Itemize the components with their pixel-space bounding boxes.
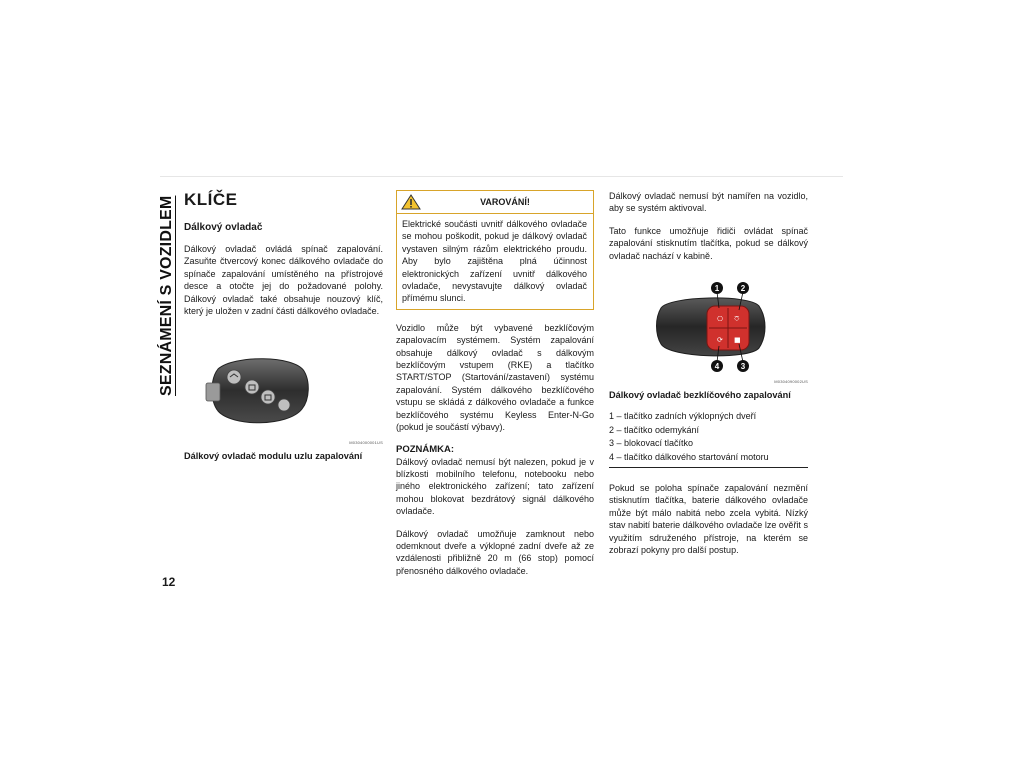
svg-text:■: ■ <box>734 336 741 345</box>
warning-title: VAROVÁNÍ! <box>480 197 530 207</box>
figure-code: M0304000001US <box>349 440 383 446</box>
legend-item: 3 – blokovací tlačítko <box>609 438 694 449</box>
figure-code: M0304090002US <box>774 379 808 385</box>
column-3 <box>609 190 808 566</box>
section-side-title: SEZNÁMENÍ S VOZIDLEM <box>158 195 175 397</box>
callout-1 <box>711 282 723 294</box>
callout-2-label: 2 <box>740 284 746 294</box>
column-1 <box>184 190 383 461</box>
page-heading: KLÍČE <box>184 190 238 209</box>
figure-caption: Dálkový ovladač modulu uzlu zapalování <box>184 451 363 462</box>
paragraph: Dálkový ovladač ovládá spínač zapalování. Zasuňte čtvercový konec dálkového ovladače do spínače zapalování umístěného na přístrojové desce a otočte jej do požadované polohy. Dálkový ovladač také obsahuje nouzový klíč, který je uložen v zadní části dálkového ovladače. <box>184 244 383 317</box>
callout-2 <box>737 282 749 294</box>
svg-text:⎏: ⎏ <box>734 315 740 324</box>
warning-text: Elektrické součásti uvnitř dálkového ovladače se mohou poškodit, pokud je dálkový ovladač vystaven silným rázům elektrického proudu. Aby bylo zajištěna plná účinnost elektronických zařízení uvnitř dálkového ovladače, nevystavujte dálkový ovladač přímému slunci. <box>402 219 587 304</box>
page-number: 12 <box>162 575 176 589</box>
paragraph: Tato funkce umožňuje řidiči ovládat spínač zapalování stisknutím tlačítka, pokud se dálkový ovladač nachází v kabině. <box>609 225 808 261</box>
callout-3-label: 3 <box>740 362 746 372</box>
column-2 <box>396 190 594 587</box>
keyless-fob-image <box>609 278 808 374</box>
button-legend <box>609 410 808 464</box>
legend-divider <box>609 467 808 468</box>
top-rule <box>160 176 843 177</box>
paragraph: Dálkový ovladač umožňuje zamknout nebo odemknout dveře a výklopné zadní dveře až ze vzdálenosti přibližně 20 m (66 stop) pomocí přenosného dálkového ovladače. <box>396 528 594 576</box>
svg-text:⎔: ⎔ <box>717 315 724 324</box>
note-title: POZNÁMKA: <box>396 443 455 455</box>
callout-1-label: 1 <box>714 284 720 294</box>
warning-box <box>396 190 594 310</box>
callout-4-label: 4 <box>714 362 720 372</box>
note-text: Dálkový ovladač nemusí být nalezen, pokud je v blízkosti mobilního telefonu, notebooku nebo jiného elektronického zařízení; tato zařízení mohou blokovat bezdrátový signál dálkového ovladače. <box>396 456 594 517</box>
callout-4 <box>711 360 723 372</box>
callout-3 <box>737 360 749 372</box>
legend-item: 1 – tlačítko zadních výklopných dveří <box>609 411 757 422</box>
legend-item: 4 – tlačítko dálkového startování motoru <box>609 451 769 462</box>
paragraph: Dálkový ovladač nemusí být namířen na vozidlo, aby se systém aktivoval. <box>609 191 808 214</box>
warning-header <box>397 191 593 214</box>
warning-triangle-icon <box>401 194 421 210</box>
svg-text:⟳: ⟳ <box>717 336 723 345</box>
key-fob-image <box>184 347 383 435</box>
figure-keyless-fob <box>609 278 808 400</box>
figure-caption: Dálkový ovladač bezklíčového zapalování <box>609 390 791 401</box>
paragraph: Vozidlo může být vybavené bezklíčovým zapalovacím systémem. Systém zapalování obsahuje dálkový ovladač s dálkovým bezklíčovým vstupem (RKE) a tlačítko START/STOP (Startování/zastavení) systému zapalování. Systém dálkového bezklíčového vstupu se skládá z dálkového ovladače a funkce bezklíčového systému Keyless Enter-N-Go (pokud je součástí výbavy). <box>396 322 594 433</box>
subheading: Dálkový ovladač <box>184 222 263 233</box>
figure-ignition-key <box>184 347 383 461</box>
paragraph: Pokud se poloha spínače zapalování nezmění stisknutím tlačítka, baterie dálkového ovladače může být málo nabitá nebo zcela vybitá. Nízký stav nabití baterie dálkového ovladače lze ověřit s využitím sdruženého přístroje, na kterém se zobrazí pokyny pro další postup. <box>609 483 808 556</box>
legend-item: 2 – tlačítko odemykání <box>609 424 700 435</box>
